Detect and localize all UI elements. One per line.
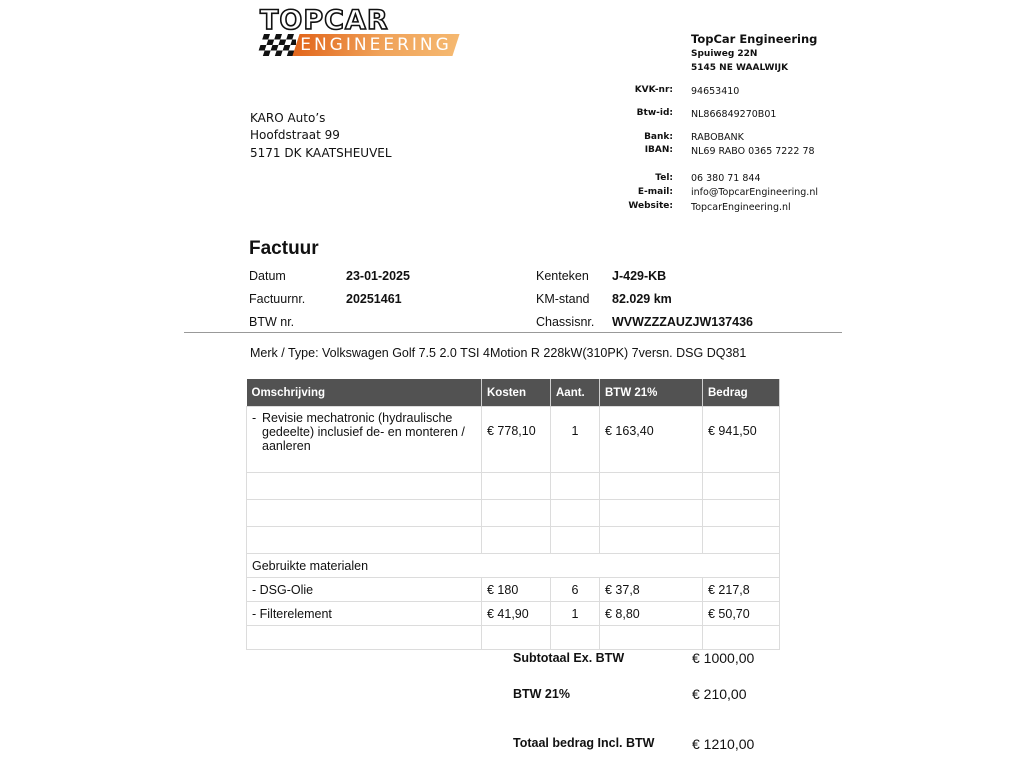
tel-label: Tel: [655,173,673,183]
divider [184,332,842,333]
table-header-row [247,379,780,407]
bank-value: RABOBANK [691,132,744,143]
invoice-items-table [246,379,780,650]
logo-bar [292,34,459,56]
website-label: Website: [628,201,673,211]
material-quantity: 1 [551,602,600,626]
material-amount: € 217,8 [703,578,780,602]
km-label: KM-stand [536,292,590,306]
row-description-text: Revisie mechatronic (hydraulische gedeelte) inclusief de- en monteren / aanleren [262,411,465,453]
plate-value: J-429-KB [612,269,667,283]
grand-total-label: Totaal bedrag Incl. BTW [513,736,655,750]
company-name: TopCar Engineering [691,32,818,46]
kvk-value: 94653410 [691,86,740,97]
checkered-flag-icon [256,34,296,56]
btw-id-label: Btw-id: [636,108,673,118]
subtotal-label: Subtotaal Ex. BTW [513,651,625,665]
email-value: info@TopcarEngineering.nl [691,187,818,198]
material-quantity: 6 [551,578,600,602]
subtotal-value: € 1000,00 [692,650,755,666]
material-btw: € 8,80 [600,602,703,626]
grand-total-value: € 1210,00 [692,736,755,752]
btw-total-label: BTW 21% [513,687,570,701]
header-description: Omschrijving [247,379,482,407]
invoice-number-label: Factuurnr. [249,292,306,306]
table-row-empty [247,527,780,554]
customer-street: Hoofdstraat 99 [250,128,340,142]
invoice-title: Factuur [249,238,319,259]
company-city: 5145 NE WAALWIJK [691,63,789,73]
company-street: Spuiweg 22N [691,49,758,59]
row-quantity: 1 [551,407,600,473]
date-label: Datum [249,269,286,283]
logo-bar-text: ENGINEERING [300,35,452,55]
logo-outline-letters: TOPCAR [260,5,389,34]
row-cost: € 778,10 [482,407,551,473]
material-btw: € 37,8 [600,578,703,602]
iban-label: IBAN: [644,145,673,155]
bank-label: Bank: [644,132,673,142]
date-value: 23-01-2025 [346,269,410,283]
chassis-label: Chassisnr. [536,315,595,329]
iban-value: NL69 RABO 0365 7222 78 [691,146,815,157]
material-description: - DSG-Olie [247,578,482,602]
btw-nr-label: BTW nr. [249,315,295,329]
material-cost: € 180 [482,578,551,602]
header-cost: Kosten [482,379,551,407]
vehicle-description: Merk / Type: Volkswagen Golf 7.5 2.0 TSI 4Motion R 228kW(310PK) 7versn. DSG DQ381 [250,346,747,360]
table-row-empty [247,626,780,650]
material-cost: € 41,90 [482,602,551,626]
header-btw: BTW 21% [600,379,703,407]
customer-city: 5171 DK KAATSHEUVEL [250,146,392,160]
btw-id-value: NL866849270B01 [691,109,777,120]
btw-total-value: € 210,00 [692,686,747,702]
tel-value: 06 380 71 844 [691,173,761,184]
km-value: 82.029 km [612,292,672,306]
row-description [247,407,482,473]
header-amount: Bedrag [703,379,780,407]
invoice-number-value: 20251461 [346,292,402,306]
website-value: TopcarEngineering.nl [691,202,791,213]
header-quantity: Aant. [551,379,600,407]
material-amount: € 50,70 [703,602,780,626]
row-amount: € 941,50 [703,407,780,473]
chassis-value: WVWZZZAUZJW137436 [612,315,753,329]
customer-name: KARO Auto’s [250,111,326,125]
table-row [247,407,780,473]
table-section-row [247,554,780,578]
section-label: Gebruikte materialen [247,554,780,578]
email-label: E-mail: [637,187,673,197]
table-row-empty [247,500,780,527]
row-dash: - [252,411,257,425]
material-description: - Filterelement [247,602,482,626]
table-row [247,602,780,626]
logo-outline-text [258,4,458,34]
table-row [247,578,780,602]
row-btw: € 163,40 [600,407,703,473]
kvk-label: KVK-nr: [634,85,673,95]
table-row-empty [247,473,780,500]
plate-label: Kenteken [536,269,589,283]
